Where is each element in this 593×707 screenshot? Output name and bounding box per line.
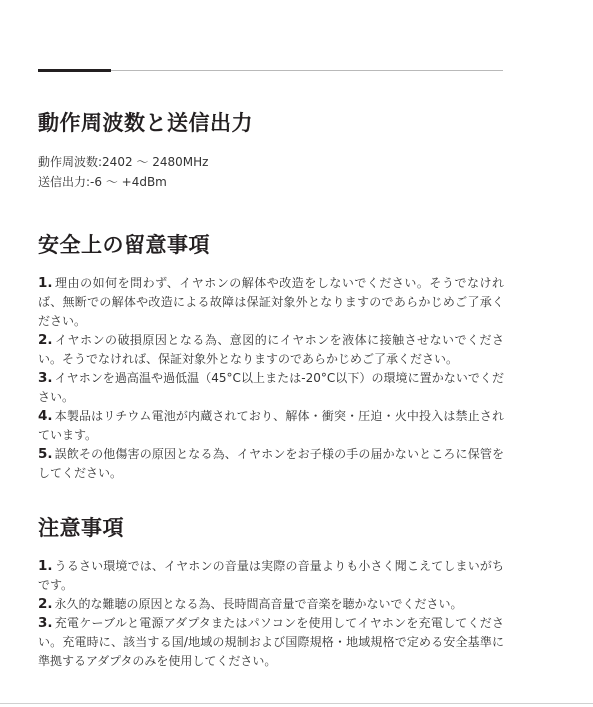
- item-text: 充電ケーブルと電源アダプタまたはパソコンを使用してイヤホンを充電してください。充電時に、該当する国/地域の規制および国際規格・地域規格で定める安全基準に準拠するアダプタのみを使用してください。: [38, 616, 504, 668]
- content: [38, 108, 504, 671]
- safety-item-5: [38, 445, 504, 483]
- item-number: 2.: [38, 332, 53, 348]
- output-power-line: 送信出力:-6 〜 +4dBm: [38, 175, 167, 189]
- item-number: 4.: [38, 408, 53, 424]
- caution-item-3: [38, 614, 504, 671]
- caution-item-1: [38, 557, 504, 595]
- safety-item-2: [38, 331, 504, 369]
- item-text: 本製品はリチウム電池が内蔵されており、解体・衝突・圧迫・火中投入は禁止されています。: [38, 409, 504, 442]
- frequency-line: 動作周波数:2402 〜 2480MHz: [38, 155, 209, 169]
- item-number: 1.: [38, 275, 53, 291]
- caution-item-2: [38, 595, 504, 614]
- item-text: 永久的な難聴の原因となる為、長時間高音量で音楽を聴かないでください。: [54, 597, 463, 611]
- caution-section: [38, 513, 504, 671]
- item-text: 理由の如何を問わず、イヤホンの解体や改造をしないでください。そうでなければ、無断での解体や改造による故障は保証対象外となりますのであらかじめご了承ください。: [38, 276, 504, 328]
- safety-item-1: [38, 274, 504, 331]
- item-number: 3.: [38, 370, 53, 386]
- header-rule-accent: [38, 69, 111, 72]
- item-number: 2.: [38, 596, 53, 612]
- safety-item-4: [38, 407, 504, 445]
- specs-section: [38, 108, 504, 192]
- safety-heading: 安全上の留意事項: [38, 233, 210, 257]
- item-number: 5.: [38, 446, 53, 462]
- item-number: 3.: [38, 615, 53, 631]
- safety-item-3: [38, 369, 504, 407]
- item-text: 誤飲その他傷害の原因となる為、イヤホンをお子様の手の届かないところに保管をしてください。: [38, 447, 504, 480]
- item-text: イヤホンを過高温や過低温（45°C以上または-20°C以下）の環境に置かないでください。: [38, 371, 504, 404]
- specs-heading: 動作周波数と送信出力: [38, 111, 253, 135]
- item-text: うるさい環境では、イヤホンの音量は実際の音量よりも小さく聞こえてしまいがちです。: [38, 559, 504, 592]
- page-bottom-edge: [0, 703, 593, 704]
- caution-heading: 注意事項: [38, 516, 124, 540]
- item-number: 1.: [38, 558, 53, 574]
- safety-section: [38, 230, 504, 483]
- item-text: イヤホンの破損原因となる為、意図的にイヤホンを液体に接触させないでください。そうでなければ、保証対象外となりますのであらかじめご了承ください。: [38, 333, 504, 366]
